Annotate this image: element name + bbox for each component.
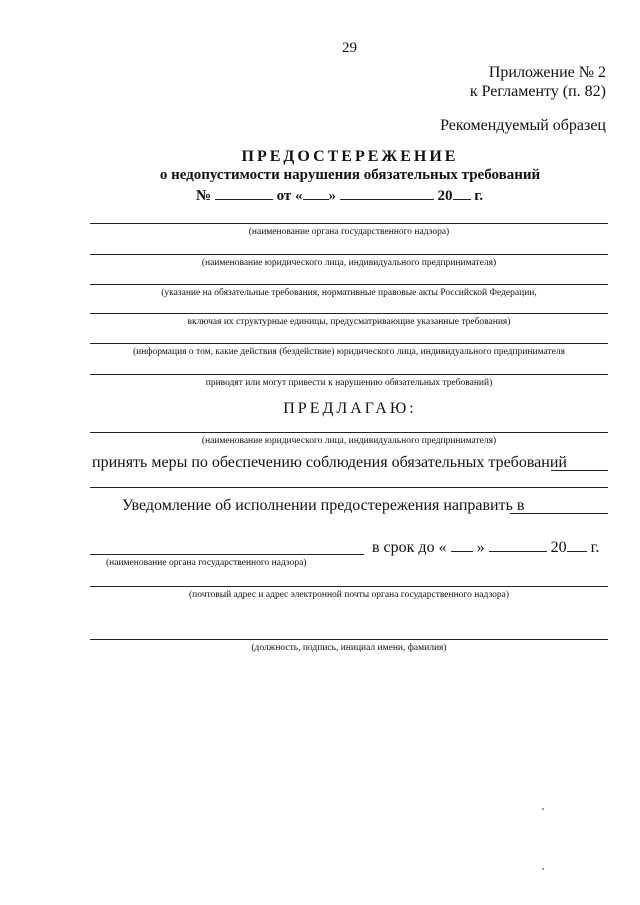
deadline-year-prefix: 20 xyxy=(550,539,567,556)
authority-caption: (наименование органа государственного надзора) xyxy=(248,227,450,237)
annex-line-2: к Регламенту (п. 82) xyxy=(469,83,606,100)
year-prefix: 20 xyxy=(437,188,453,204)
deadline-month-field[interactable] xyxy=(489,538,547,552)
annex-line-1: Приложение № 2 xyxy=(488,64,606,81)
notice-text: Уведомление об исполнении предостережения направить в xyxy=(122,497,525,514)
number-prefix: № xyxy=(196,188,212,204)
page-number: 29 xyxy=(342,40,357,56)
date-quote-close: » xyxy=(328,188,336,204)
measures-text: принять меры по обеспечению соблюдения обязательных требований xyxy=(92,454,567,471)
date-month-field[interactable] xyxy=(340,186,434,200)
deadline-prefix: в срок до « xyxy=(372,539,447,556)
recommended-sample-label: Рекомендуемый образец xyxy=(440,117,606,134)
document-subtitle: о недопустимости нарушения обязательных требований xyxy=(159,167,541,183)
legal-entity-line-2[interactable] xyxy=(90,432,608,433)
year-field[interactable] xyxy=(453,186,471,200)
address-caption: (почтовый адрес и адрес электронной почты органа государственного надзора) xyxy=(188,590,510,600)
authority-line[interactable] xyxy=(90,223,608,224)
legal-entity-caption-2: (наименование юридического лица, индивидуального предпринимателя) xyxy=(201,436,497,446)
number-field[interactable] xyxy=(215,186,273,200)
legal-entity-line[interactable] xyxy=(90,254,608,255)
signature-line[interactable] xyxy=(90,639,608,640)
requirements-line-2[interactable] xyxy=(90,313,608,314)
requirements-caption-2: включая их структурные единицы, предусматривающие указанные требования) xyxy=(187,317,511,327)
actions-caption-1: (информация о том, какие действия (бездействие) юридического лица, индивидуального предпринимателя xyxy=(133,347,565,357)
signature-caption: (должность, подпись, инициал имени, фамилия) xyxy=(251,643,447,653)
propose-heading: ПРЕДЛАГАЮ: xyxy=(283,400,417,417)
deadline-quote-close: » xyxy=(476,539,485,556)
number-date-line xyxy=(196,186,483,205)
requirements-caption-1: (указание на обязательные требования, нормативные правовые акты Российской Федерации, xyxy=(161,288,537,298)
notice-trailing-line[interactable] xyxy=(510,513,608,514)
date-from-label: от « xyxy=(276,188,303,204)
actions-line-2[interactable] xyxy=(90,374,608,375)
year-suffix: г. xyxy=(474,188,484,204)
authority-line-2[interactable] xyxy=(90,554,364,555)
scan-speck xyxy=(542,808,544,810)
date-day-field[interactable] xyxy=(303,186,329,200)
actions-line-1[interactable] xyxy=(90,343,608,344)
scan-speck xyxy=(542,868,544,870)
deadline-year-field[interactable] xyxy=(567,538,587,552)
deadline-year-suffix: г. xyxy=(590,539,600,556)
requirements-line-1[interactable] xyxy=(90,284,608,285)
document-title: ПРЕДОСТЕРЕЖЕНИЕ xyxy=(241,148,459,165)
measures-continuation-line[interactable] xyxy=(90,487,608,488)
authority-caption-2: (наименование органа государственного надзора) xyxy=(106,558,307,568)
deadline-day-field[interactable] xyxy=(451,538,473,552)
address-line[interactable] xyxy=(90,586,608,587)
actions-caption-2: приводят или могут привести к нарушению обязательных требований) xyxy=(205,378,493,388)
legal-entity-caption: (наименование юридического лица, индивидуального предпринимателя) xyxy=(201,258,497,268)
measures-trailing-line[interactable] xyxy=(551,470,608,471)
deadline-line xyxy=(372,538,599,557)
